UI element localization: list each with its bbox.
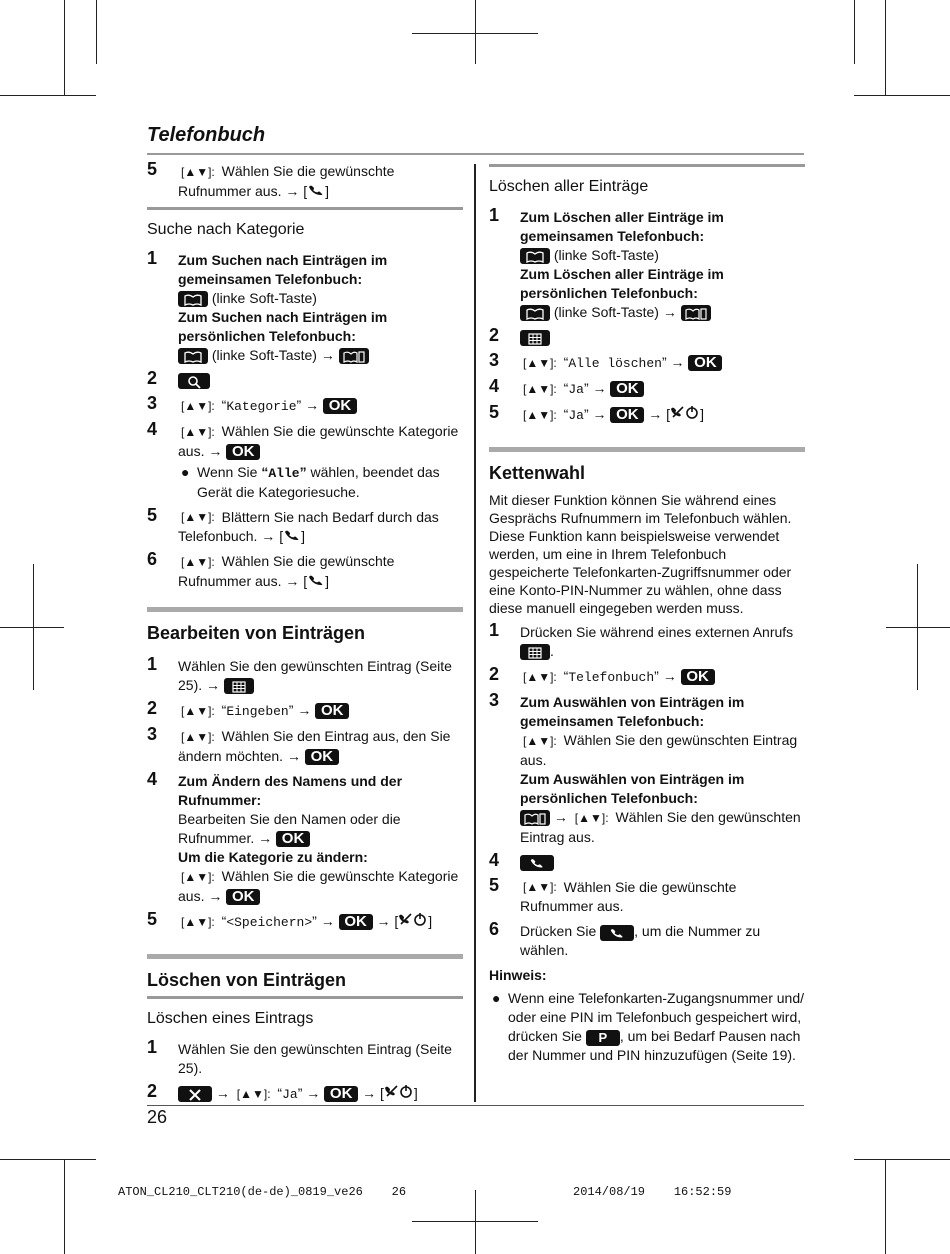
step-text: Drücken Sie während eines externen Anrufs	[520, 624, 794, 640]
navigator-key-icon: [▲▼]:	[574, 810, 609, 825]
arrow-icon: →	[285, 182, 300, 199]
ok-key-icon: OK	[324, 1086, 358, 1102]
step-text: Wählen Sie die gewünschte Rufnummer aus.	[520, 878, 737, 915]
ok-key-icon: OK	[339, 914, 373, 930]
step-text: Wählen Sie die gewünschte Kategorie aus.	[178, 422, 459, 459]
crop-mark	[33, 564, 34, 690]
step-number: 3	[489, 350, 500, 370]
menu-key-icon	[520, 330, 550, 346]
step-heading: Zum Ändern des Namens und der Rufnummer:	[178, 772, 403, 808]
crop-mark	[885, 1159, 886, 1254]
ok-key-icon: OK	[226, 444, 260, 460]
crop-mark	[885, 0, 886, 96]
menu-option: Ja	[282, 1086, 298, 1102]
crop-mark	[0, 627, 64, 628]
section-title: Suche nach Kategorie	[147, 220, 305, 238]
step-text: (linke Soft-Taste)	[211, 289, 317, 306]
navigator-key-icon: [▲▼]:	[181, 703, 215, 718]
section-divider	[489, 447, 805, 452]
section-divider	[147, 207, 463, 210]
talk-key-icon: [ ]	[303, 182, 330, 199]
arrow-icon: →	[320, 346, 335, 363]
print-footer-file: ATON_CL210_CLT210(de-de)_0819_ve26 26	[118, 1185, 407, 1199]
navigator-key-icon: [▲▼]:	[181, 424, 215, 439]
step-number: 2	[147, 698, 158, 719]
step: 2 [▲▼]: “Telefonbuch” → OK	[489, 667, 805, 687]
arrow-icon: →	[662, 304, 677, 320]
step: 5 [▲▼]: “Ja” → OK → [ ]	[489, 402, 704, 424]
step-text: Blättern Sie nach Bedarf durch das Telefonbuch.	[178, 508, 439, 545]
crop-mark	[854, 0, 855, 64]
note-title: Hinweis:	[489, 967, 547, 984]
ok-key-icon: OK	[688, 355, 722, 371]
step	[147, 418, 463, 502]
step-number: 4	[147, 418, 158, 439]
step-number: 2	[489, 664, 500, 684]
step-number: 5	[489, 402, 500, 422]
menu-option: Eingeben	[226, 704, 289, 720]
step-number: 1	[489, 620, 500, 640]
step-number: 3	[147, 724, 158, 745]
section-divider	[147, 954, 463, 959]
talk-key-icon	[600, 925, 634, 941]
page-number: 26	[147, 1107, 168, 1127]
crop-mark	[0, 95, 96, 96]
off-key-icon: [ ]	[666, 406, 704, 422]
step: 4 [▲▼]: “Ja” → OK	[489, 379, 805, 399]
arrow-icon: →	[305, 396, 320, 413]
arrow-icon: →	[648, 406, 663, 422]
arrow-icon: →	[553, 808, 568, 825]
step-heading: Zum Löschen aller Einträge im gemeinsamen Telefonbuch:	[520, 209, 724, 244]
navigator-key-icon: [▲▼]:	[181, 869, 215, 884]
ok-key-icon: OK	[226, 889, 260, 905]
arrow-icon: →	[592, 406, 607, 422]
step-number: 5	[489, 874, 500, 895]
crop-mark	[854, 1159, 950, 1160]
arrow-icon: →	[208, 442, 223, 459]
pause-key-icon: P	[586, 1030, 620, 1046]
bullet-text: Wenn Sie	[197, 463, 262, 480]
step	[147, 247, 463, 365]
step-heading: Zum Auswählen von Einträgen im persönlichen Telefonbuch:	[520, 770, 745, 806]
crop-mark	[917, 564, 918, 690]
navigator-key-icon: [▲▼]:	[181, 164, 215, 179]
crop-mark	[475, 0, 476, 64]
step	[147, 768, 463, 906]
step-number: 3	[147, 392, 158, 413]
crop-mark	[854, 95, 950, 96]
print-footer-timestamp: 2014/08/19 16:52:59	[573, 1185, 732, 1199]
section-subtitle: Löschen eines Eintrags	[147, 1009, 314, 1027]
step-number: 1	[489, 205, 500, 225]
footer-divider	[147, 1105, 804, 1106]
ok-key-icon: OK	[276, 831, 310, 847]
ok-key-icon: OK	[323, 398, 357, 414]
step: 3 [▲▼]: “Alle löschen” → OK	[489, 353, 805, 373]
step-number: 3	[489, 690, 500, 710]
delete-key-icon	[178, 1086, 212, 1102]
arrow-icon: →	[208, 887, 223, 904]
step-text: Wählen Sie den gewünschten Eintrag (Seite 25).	[178, 658, 452, 694]
menu-key-icon	[224, 678, 254, 694]
bullet-icon: ●	[181, 463, 190, 480]
arrow-icon: →	[670, 354, 685, 370]
step: 1 Drücken Sie während eines externen Anrufs .	[489, 620, 794, 659]
search-icon	[178, 373, 210, 389]
menu-option: Telefonbuch	[568, 670, 655, 685]
arrow-icon: →	[261, 528, 276, 545]
crop-mark	[64, 0, 65, 96]
step: 3 [▲▼]: “Kategorie” → OK	[147, 396, 463, 416]
phonebook-icon	[520, 305, 550, 321]
crop-mark	[96, 0, 97, 64]
navigator-key-icon: [▲▼]:	[181, 510, 215, 525]
step-text: Wählen Sie die gewünschte Rufnummer aus.	[178, 163, 395, 199]
menu-option: Kategorie	[226, 398, 297, 414]
step	[147, 367, 463, 390]
navigator-key-icon: [▲▼]:	[523, 733, 557, 748]
talk-key-icon: [ ]	[279, 528, 305, 545]
navigator-key-icon: [▲▼]:	[523, 880, 557, 895]
arrow-icon: →	[297, 702, 312, 719]
arrow-icon: →	[285, 573, 300, 590]
personal-phonebook-icon	[681, 305, 711, 321]
step	[489, 874, 805, 917]
step-text: (linke Soft-Taste)	[553, 247, 659, 263]
arrow-icon: →	[258, 829, 273, 846]
step	[147, 159, 463, 201]
step: 2 → [▲▼]: “Ja” → OK → [ ]	[147, 1080, 418, 1103]
step-number: 6	[147, 549, 158, 570]
step	[489, 325, 805, 347]
step-text: Bearbeiten Sie den Namen oder die Rufnummer.	[178, 810, 401, 846]
step-number: 5	[147, 908, 158, 929]
step-text: Wählen Sie den gewünschten Eintrag aus.	[520, 808, 801, 845]
step-text: (linke Soft-Taste)	[553, 304, 659, 320]
step-number: 5	[147, 159, 158, 179]
arrow-icon: →	[362, 1084, 377, 1101]
step-number: 4	[489, 376, 500, 396]
step-text: Wählen Sie den gewünschten Eintrag aus.	[520, 732, 798, 768]
talk-key-icon	[520, 855, 554, 871]
step	[489, 690, 805, 847]
step-text: Wählen Sie die gewünschte Rufnummer aus.	[178, 553, 395, 590]
navigator-key-icon: [▲▼]:	[236, 1086, 271, 1101]
note-text: , um bei Bedarf Pausen nach der Nummer und PIN hinzuzufügen (Seite 19).	[508, 1028, 801, 1064]
step	[147, 504, 463, 547]
right-column	[489, 162, 805, 1065]
navigator-key-icon: [▲▼]:	[523, 381, 557, 396]
step-text: Wählen Sie den gewünschten Eintrag (Seite 25).	[178, 1040, 452, 1076]
step	[147, 1036, 463, 1078]
step-heading: Zum Suchen nach Einträgen im gemeinsamen Telefonbuch:	[178, 251, 388, 287]
ok-key-icon: OK	[610, 381, 644, 397]
menu-option: Ja	[568, 408, 584, 423]
step-text: (linke Soft-Taste)	[211, 346, 317, 363]
column-divider	[474, 164, 476, 1102]
crop-mark	[0, 1159, 96, 1160]
step-number: 2	[147, 1080, 158, 1101]
arrow-icon: →	[206, 677, 221, 694]
crop-mark	[64, 1159, 65, 1254]
arrow-icon: →	[215, 1084, 230, 1101]
step	[147, 654, 463, 695]
section-divider	[147, 607, 463, 612]
menu-key-icon	[520, 644, 550, 660]
phonebook-icon	[178, 348, 208, 364]
step	[489, 205, 805, 322]
page-title: Telefonbuch	[147, 124, 266, 146]
step-number: 5	[147, 504, 158, 525]
arrow-icon: →	[376, 912, 391, 929]
menu-option: Alle	[268, 465, 300, 481]
section-title: Löschen aller Einträge	[489, 178, 649, 195]
menu-option: Alle löschen	[568, 356, 662, 371]
step-text: , um die Nummer zu wählen.	[520, 923, 761, 959]
step-heading: Um die Kategorie zu ändern:	[178, 848, 368, 865]
step	[147, 724, 463, 766]
menu-option: Ja	[568, 382, 584, 397]
header-divider	[147, 153, 804, 155]
section-title: Bearbeiten von Einträgen	[147, 623, 366, 644]
intro-paragraph: Mit dieser Funktion können Sie während eines Gesprächs Rufnummern im Telefonbuch wählen. Diese Funktion kann beispielsweise verwendet werden, um eine in Ihrem Telefonbuch gespeicherte Telefonkarten-Zugriffsnummer oder eine Konto-PIN-Nummer zu wählen, ohne dass diese manuell eingegeben werden muss.	[489, 492, 792, 616]
step: 5 [▲▼]: “<Speichern>” → OK → [ ]	[147, 908, 433, 931]
arrow-icon: →	[306, 1084, 321, 1101]
step-number: 4	[489, 849, 500, 870]
section-title: Kettenwahl	[489, 463, 586, 483]
arrow-icon: →	[286, 747, 301, 764]
section-divider	[147, 996, 463, 999]
step-number: 4	[147, 768, 158, 789]
step	[489, 849, 805, 872]
step-text: Drücken Sie	[520, 923, 601, 940]
step-number: 6	[489, 919, 500, 940]
step-text: Wählen Sie die gewünschte Kategorie aus.	[178, 867, 459, 904]
crop-mark	[475, 1190, 476, 1254]
personal-phonebook-icon	[520, 810, 550, 826]
arrow-icon: →	[320, 912, 335, 929]
talk-key-icon: [ ]	[303, 573, 330, 590]
step: 2 [▲▼]: “Eingeben” → OK	[147, 701, 463, 721]
step-heading: Zum Auswählen von Einträgen im gemeinsamen Telefonbuch:	[520, 694, 745, 729]
off-key-icon: [ ]	[394, 912, 433, 929]
bullet-icon: ●	[492, 990, 501, 1007]
ok-key-icon: OK	[681, 669, 715, 685]
step-text: Wählen Sie den Eintrag aus, den Sie ändern möchten.	[178, 728, 451, 764]
step-number: 1	[147, 247, 158, 268]
phonebook-icon	[520, 248, 550, 264]
menu-option: <Speichern>	[226, 914, 313, 930]
note-text: Wenn eine Telefonkarten-Zugangsnummer und/ oder eine PIN im Telefonbuch gespeichert wird, drücken Sie	[508, 990, 804, 1045]
ok-key-icon: OK	[610, 407, 644, 423]
step-number: 1	[147, 1036, 158, 1057]
step-number: 1	[147, 654, 158, 675]
ok-key-icon: OK	[305, 749, 339, 765]
step-heading: Zum Suchen nach Einträgen im persönlichen Telefonbuch:	[178, 308, 388, 344]
personal-phonebook-icon	[339, 348, 369, 364]
step	[489, 919, 805, 960]
crop-mark	[886, 627, 950, 628]
step	[147, 549, 463, 591]
navigator-key-icon: [▲▼]:	[181, 914, 215, 929]
navigator-key-icon: [▲▼]:	[523, 355, 557, 370]
navigator-key-icon: [▲▼]:	[181, 729, 215, 744]
left-column	[147, 159, 463, 1110]
navigator-key-icon: [▲▼]:	[181, 555, 215, 570]
phonebook-icon	[178, 291, 208, 307]
step-heading: Zum Löschen aller Einträge im persönlichen Telefonbuch:	[520, 266, 724, 301]
navigator-key-icon: [▲▼]:	[523, 407, 557, 422]
section-title: Löschen von Einträgen	[147, 969, 347, 990]
bullet-text: wählen, beendet das Gerät die Kategoriesuche.	[197, 463, 440, 500]
navigator-key-icon: [▲▼]:	[523, 669, 557, 684]
arrow-icon: →	[592, 380, 607, 396]
step-number: 2	[489, 325, 500, 345]
arrow-icon: →	[662, 668, 677, 684]
section-divider	[489, 164, 805, 167]
note-item	[489, 989, 805, 1065]
navigator-key-icon: [▲▼]:	[181, 398, 215, 413]
step-number: 2	[147, 367, 158, 388]
off-key-icon: [ ]	[379, 1084, 418, 1101]
ok-key-icon: OK	[315, 703, 349, 719]
bullet-item: ● Wenn Sie “Alle” wählen, beendet das Gerät die Kategoriesuche.	[181, 463, 440, 500]
